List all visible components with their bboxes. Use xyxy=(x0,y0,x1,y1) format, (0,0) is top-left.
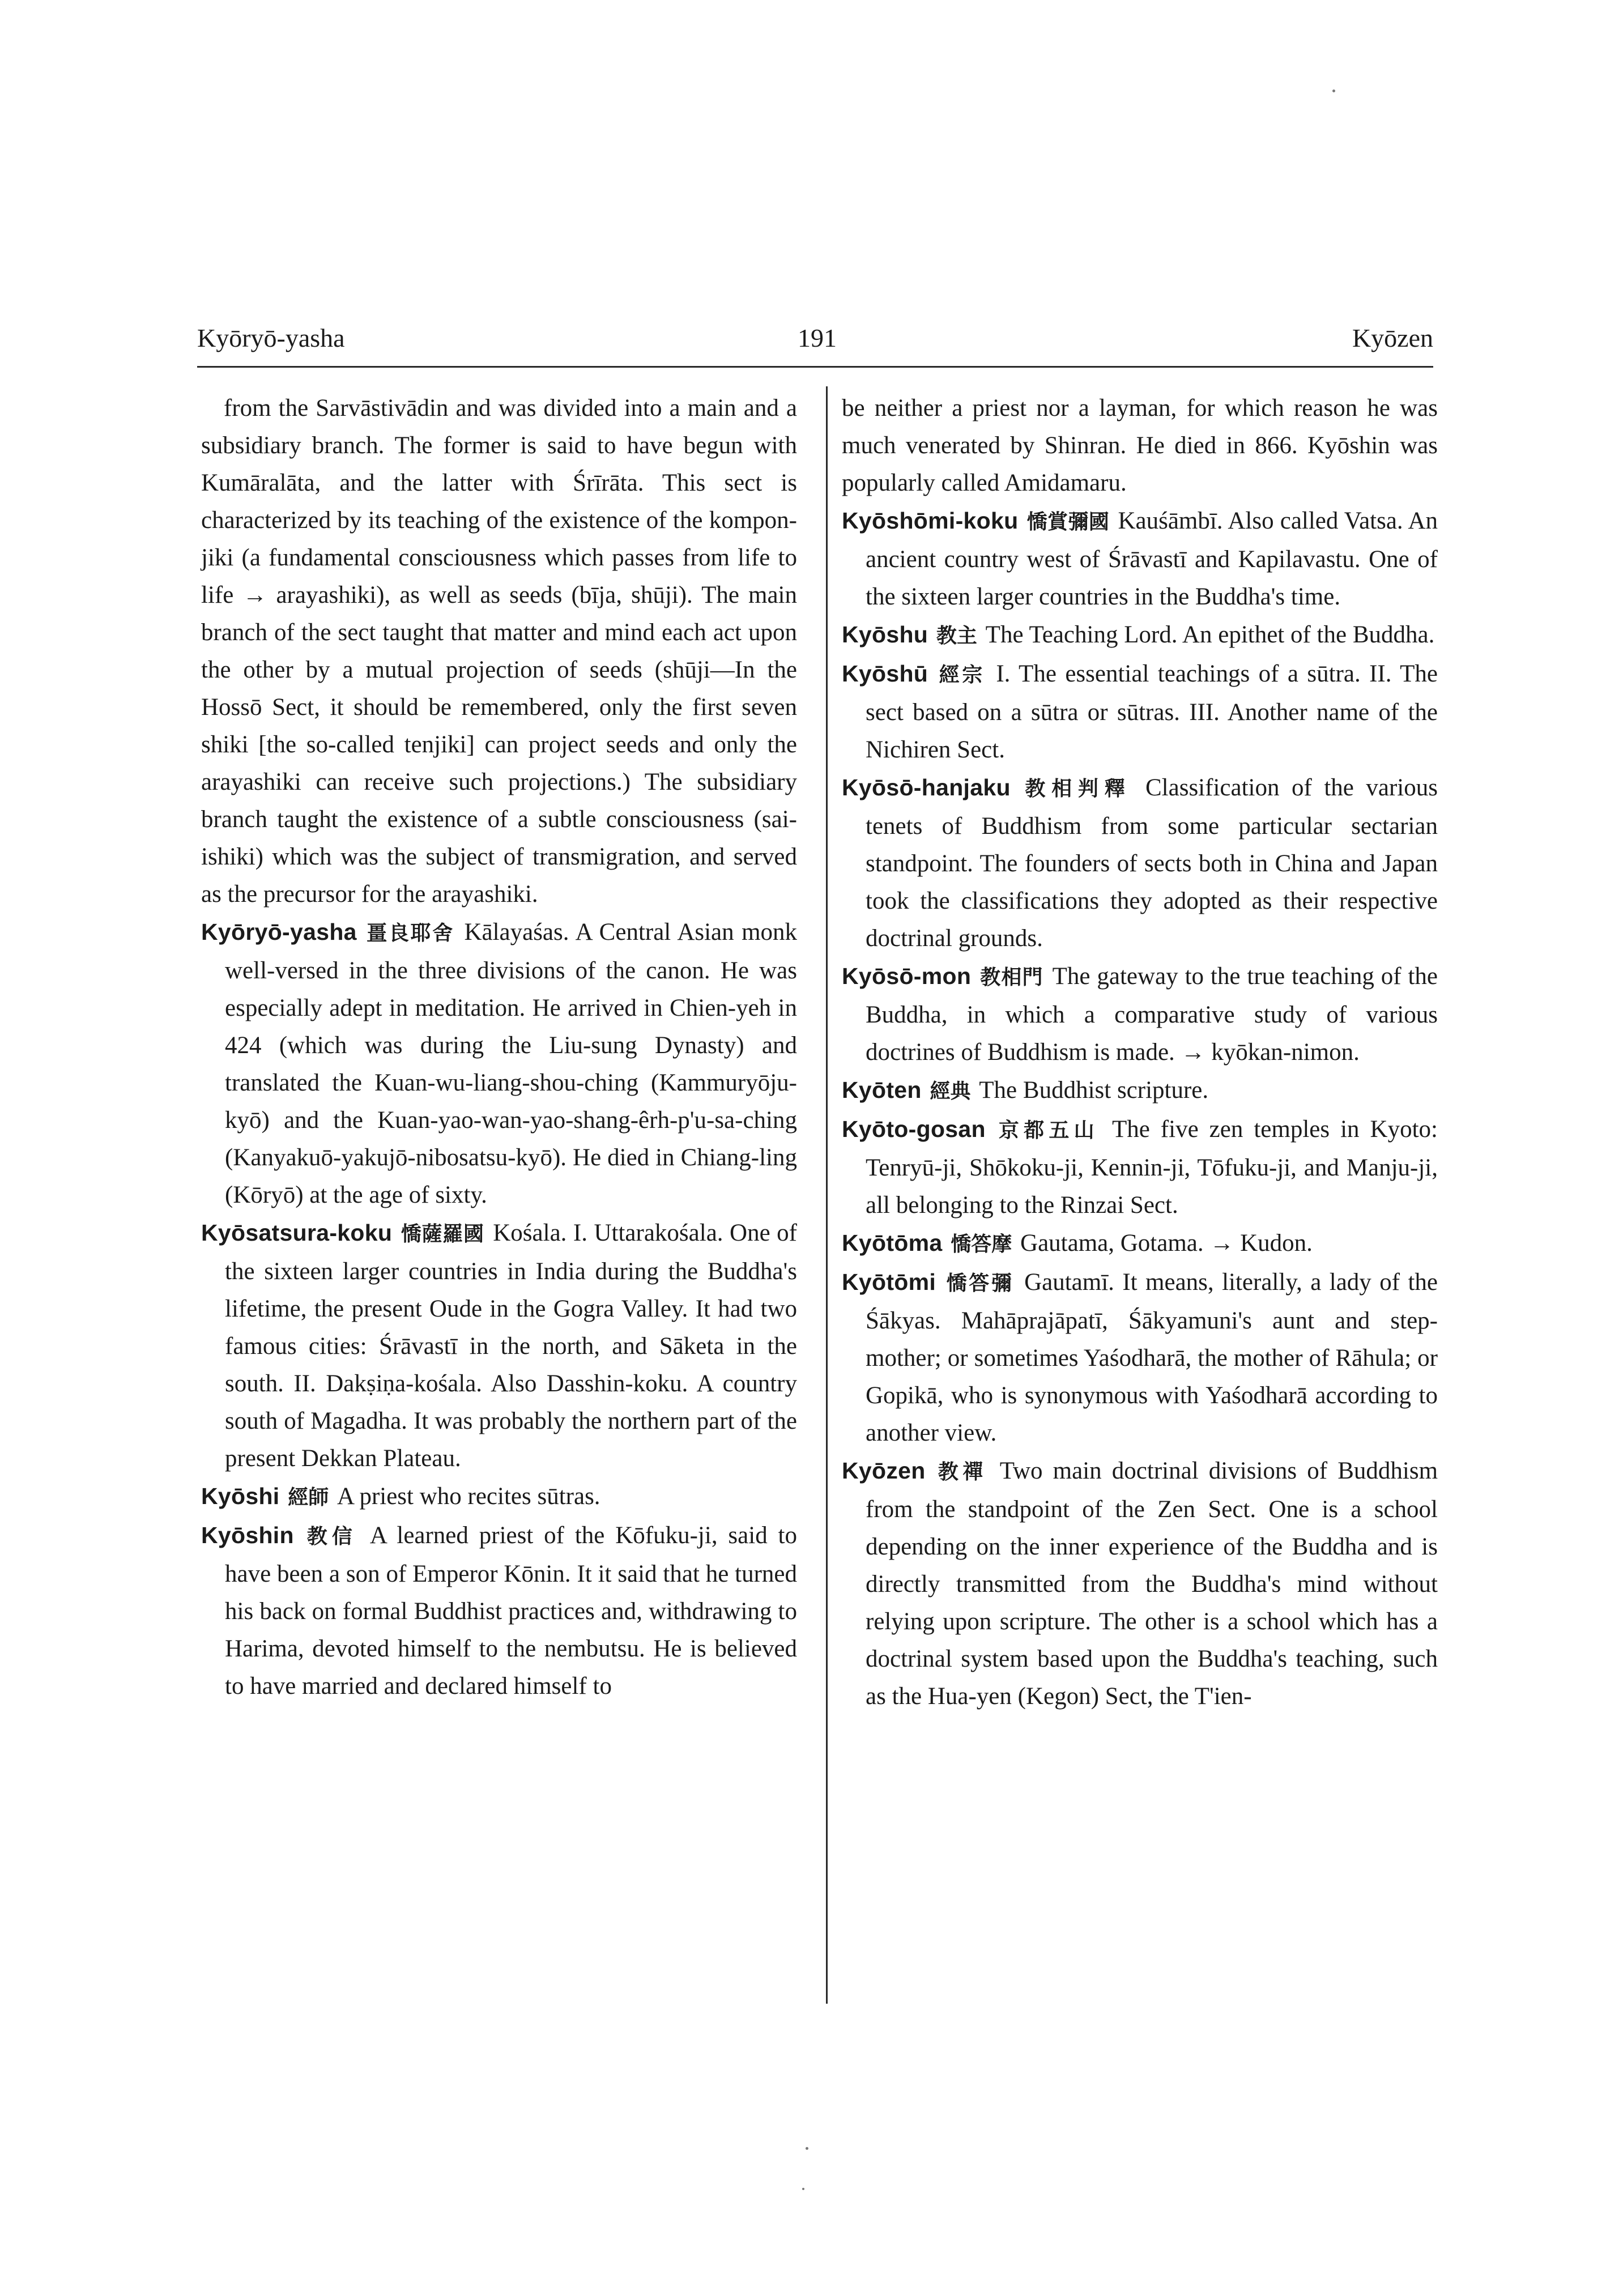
entry-definition: The gateway to the true teaching of the Buddha, in which a comparative study of various doctrines of Buddhism is made. → kyōkan-nimon. xyxy=(866,963,1438,1066)
continuation-text: from the Sarvāstivādin and was divided into a main and a subsidiary branch. The former is said to have begun with Kumāralāta, and the latter with Śrīrāta. This sect is characterized by its teaching of the existence of the kompon-jiki (a fundamental consciousness which passes from life to life → arayashiki), as well as seeds (bīja, shūji). The main branch of the sect taught that matter and mind each act upon the other by a mutual projection of seeds (shūji—In the Hossō Sect, it should be remembered, only the first seven shiki [the so-called tenjiki] can project seeds and only the arayashiki can receive such projections.) The subsidiary branch taught the existence of a subtle consciousness (sai-ishiki) which was the subject of transmigration, and served as the precursor for the arayashiki. xyxy=(201,395,797,908)
scan-speck xyxy=(806,2147,808,2150)
dictionary-entry xyxy=(842,1452,1438,1715)
entry-kanji: 經師 xyxy=(288,1486,329,1509)
entry-headword: Kyōryō-yasha xyxy=(201,919,357,945)
dictionary-entry xyxy=(201,913,798,1214)
entry-kanji: 教信 xyxy=(306,1525,357,1548)
right-column xyxy=(842,390,1438,1715)
entry-kanji: 經典 xyxy=(930,1080,971,1103)
entry-kanji: 憍答彌 xyxy=(946,1272,1014,1295)
entry-definition: Gautama, Gotama. → Kudon. xyxy=(1020,1230,1313,1256)
entry-headword: Kyōten xyxy=(842,1077,922,1103)
dictionary-entry xyxy=(842,957,1438,1071)
entry-kanji: 京都五山 xyxy=(998,1119,1099,1142)
dictionary-entry xyxy=(842,769,1438,957)
dictionary-entry xyxy=(842,1224,1438,1263)
entry-kanji: 憍薩羅國 xyxy=(401,1222,484,1246)
entry-definition: A priest who recites sūtras. xyxy=(337,1483,600,1510)
entry-headword: Kyōsō-mon xyxy=(842,963,972,989)
entry-definition: I. The essential teachings of a sūtra. II. The sect based on a sūtra or sūtras. III. Another name of the Nichiren Sect. xyxy=(866,661,1438,763)
entry-headword: Kyōshi xyxy=(201,1483,280,1509)
entry-definition: Gautamī. It means, literally, a lady of the Śākyas. Mahāprajāpatī, Śākyamuni's aunt and step-mother; or sometimes Yaśodharā, the mother of Rāhula; or Gopikā, who is synonymous with Yaśodharā according to another view. xyxy=(866,1269,1438,1446)
entry-definition: Two main doctrinal divisions of Buddhism from the standpoint of the Zen Sect. One is a school depending on the inner experience of the Buddha and is directly transmitted from the Buddha's mind without relying upon scripture. The other is a school which has a doctrinal system based upon the Buddha's teaching, such as the Hua-yen (Kegon) Sect, the T'ien- xyxy=(866,1458,1438,1710)
dictionary-entry xyxy=(842,616,1438,655)
entry-headword: Kyōshōmi-koku xyxy=(842,508,1019,534)
dictionary-entry xyxy=(842,1110,1438,1224)
entry-definition: The five zen temples in Kyoto: Tenryū-ji, Shōkoku-ji, Kennin-ji, Tōfuku-ji, and Manju-ji, all belonging to the Rinzai Sect. xyxy=(866,1116,1438,1219)
entry-definition: Kośala. I. Uttarakośala. One of the sixteen larger countries in India during the Buddha's lifetime, the present Oude in the Gogra Valley. It had two famous cities: Śrāvastī in the north, and Sāketa in the south. II. Dakṣiṇa-kośala. Also Dasshin-koku. A country south of Magadha. It was probably the northern part of the present Dekkan Plateau. xyxy=(225,1220,798,1472)
entry-headword: Kyōtōmi xyxy=(842,1269,936,1295)
entry-headword: Kyōtōma xyxy=(842,1230,943,1256)
dictionary-entry xyxy=(842,502,1438,616)
scan-speck xyxy=(802,2188,804,2190)
entry-definition: A learned priest of the Kōfuku-ji, said to have been a son of Emperor Kōnin. It it said that he turned his back on formal Buddhist practices and, withdrawing to Harima, devoted himself to the nembutsu. He is believed to have married and declared himself to xyxy=(225,1522,798,1699)
running-header xyxy=(197,317,1433,368)
entry-kanji: 憍答摩 xyxy=(951,1233,1012,1256)
entry-definition: The Teaching Lord. An epithet of the Buddha. xyxy=(985,621,1435,648)
entry-definition: Kālayaśas. A Central Asian monk well-versed in the three divisions of the canon. He was especially adept in meditation. He arrived in Chien-yeh in 424 (which was during the Liu-sung Dynasty) and translated the Kuan-wu-liang-shou-ching (Kammuryōju-kyō) and the Kuan-yao-wan-yao-shang-êrh-p'u-sa-ching (Kanyakuō-yakujō-nibosatsu-kyō). He died in Chiang-ling (Kōryō) at the age of sixty. xyxy=(225,919,798,1208)
left-running-head: Kyōryō-yasha xyxy=(197,323,345,352)
dictionary-entry xyxy=(842,1071,1438,1110)
continuation-text: be neither a priest nor a layman, for which reason he was much venerated by Shinran. He died in 866. Kyōshin was popularly called Amidamaru. xyxy=(842,395,1438,496)
left-column xyxy=(201,390,797,1705)
entry-headword: Kyōshu xyxy=(842,621,928,648)
column-divider xyxy=(826,386,828,2004)
entry-kanji: 畺良耶舍 xyxy=(367,922,454,945)
header-rule xyxy=(197,366,1433,368)
dictionary-entry xyxy=(201,1517,798,1705)
dictionary-entry xyxy=(842,655,1438,769)
entry-kanji: 教主 xyxy=(936,624,977,648)
right-running-head: Kyōzen xyxy=(1352,323,1433,352)
entry-kanji: 經宗 xyxy=(939,663,985,687)
entry-headword: Kyōsatsura-koku xyxy=(201,1220,393,1246)
entry-definition: Kauśāmbī. Also called Vatsa. An ancient country west of Śrāvastī and Kapilavastu. One of the sixteen larger countries in the Buddha's time. xyxy=(866,508,1438,610)
entry-headword: Kyōshin xyxy=(201,1522,294,1548)
dictionary-entry xyxy=(201,1214,798,1477)
entry-kanji: 教相判釋 xyxy=(1025,777,1131,800)
entry-kanji: 教相門 xyxy=(980,966,1043,989)
entry-definition: The Buddhist scripture. xyxy=(979,1077,1209,1104)
entry-headword: Kyōto-gosan xyxy=(842,1116,986,1142)
dictionary-entry xyxy=(842,1263,1438,1452)
entry-kanji: 憍賞彌國 xyxy=(1026,510,1110,534)
entry-headword: Kyōsō-hanjaku xyxy=(842,774,1011,800)
entry-kanji: 教禪 xyxy=(938,1460,987,1484)
entry-headword: Kyōzen xyxy=(842,1458,926,1484)
dictionary-entry xyxy=(201,1477,797,1517)
page-number: 191 xyxy=(798,323,837,352)
entry-definition: Classification of the various tenets of Buddhism from some particular sectarian standpoint. The founders of sects both in China and Japan took the classifications they adopted as their respective doctrinal grounds. xyxy=(866,774,1438,952)
entry-headword: Kyōshū xyxy=(842,661,928,687)
scan-speck xyxy=(1332,90,1335,92)
